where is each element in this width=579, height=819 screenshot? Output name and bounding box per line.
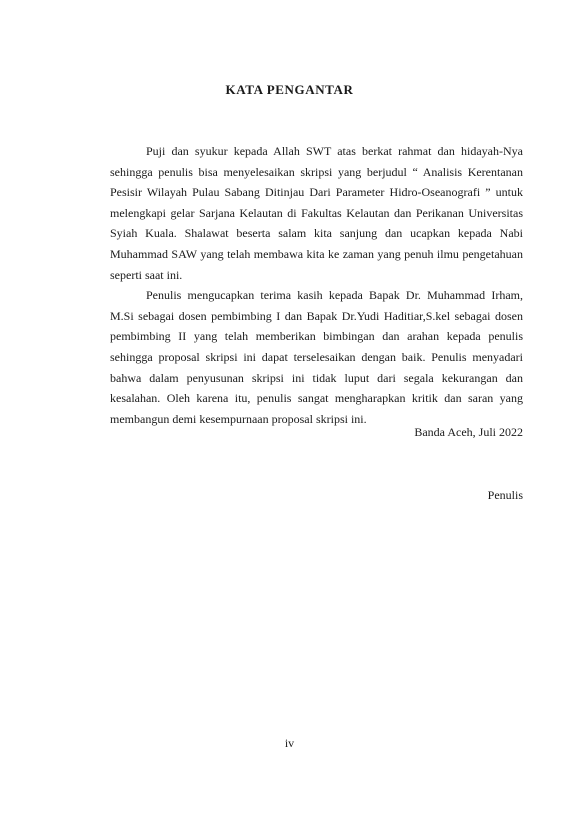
page-number: iv — [284, 736, 295, 750]
paragraph-gratitude: Puji dan syukur kepada Allah SWT atas berkat rahmat dan hidayah-Nya sehingga penulis bisa menyelesaikan skripsi yang berjudul “ Analisis Kerentanan Pesisir Wilayah Pulau Sabang Ditinjau Dari Parameter Hidro-Oseanografi ” untuk melengkapi gelar Sarjana Kelautan di Fakultas Kelautan dan Perikanan Universitas Syiah Kuala. Shalawat beserta salam kita sanjung dan ucapkan kepada Nabi Muhammad SAW yang telah membawa kita ke zaman yang penuh ilmu pengetahuan seperti saat ini. — [110, 144, 523, 282]
page-title: KATA PENGANTAR — [225, 82, 354, 97]
author-signature: Penulis — [487, 488, 523, 502]
document-body — [110, 141, 523, 429]
place-date: Banda Aceh, Juli 2022 — [414, 425, 523, 439]
paragraph-acknowledgement: Penulis mengucapkan terima kasih kepada Bapak Dr. Muhammad Irham, M.Si sebagai dosen pembimbing I dan Bapak Dr.Yudi Haditiar,S.kel sebagai dosen pembimbing II yang telah memberikan bimbingan dan arahan kepada penulis sehingga proposal skripsi ini dapat terselesaikan dengan baik. Penulis menyadari bahwa dalam penyusunan skripsi ini tidak luput dari segala kekurangan dan kesalahan. Oleh karena itu, penulis sangat mengharapkan kritik dan saran yang membangun demi kesempurnaan proposal skripsi ini. — [110, 288, 523, 426]
